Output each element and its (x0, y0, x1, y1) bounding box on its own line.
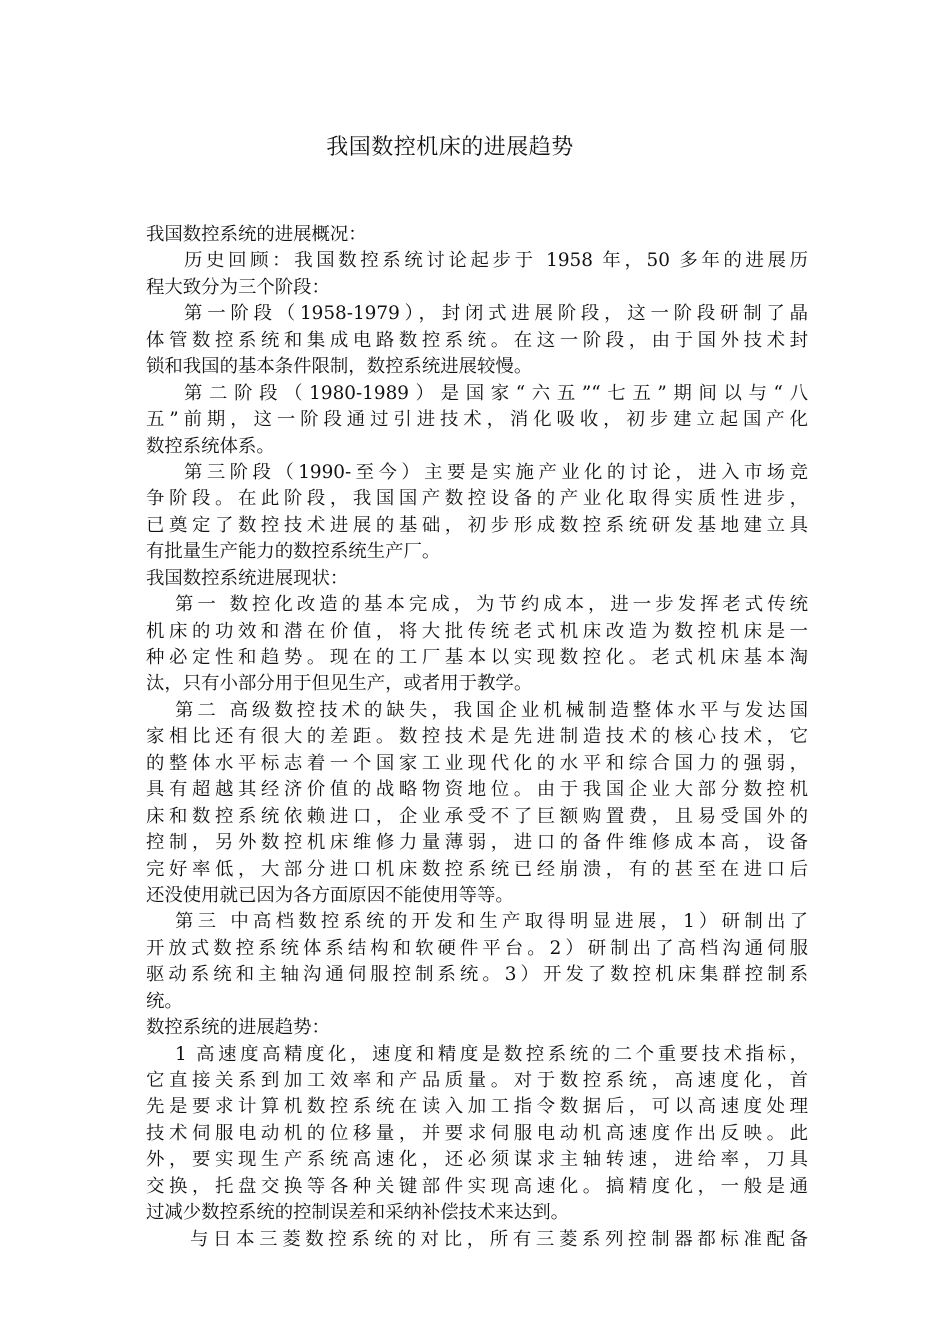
text-line: 统。 (146, 990, 183, 1012)
text-line: 已奠定了数控技术进展的基础，初步形成数控系统研发基地建立具 (146, 514, 808, 536)
text-line: 汰，只有小部分用于但见生产，或者用于教学。 (146, 673, 533, 695)
text-line: 数控系统体系。 (146, 435, 275, 457)
text-line: 体管数控系统和集成电路数控系统。在这一阶段，由于国外技术封 (146, 329, 808, 351)
text-line: 交换，托盘交换等各种关键部件实现高速化。搞精度化，一般是通 (146, 1175, 808, 1197)
text-line: 第二阶段（1980-1989）是国家“六五”“七五”期间以与“八 (184, 382, 808, 404)
text-line: 争阶段。在此阶段，我国国产数控设备的产业化取得实质性进步， (146, 488, 808, 510)
text-line: 完好率低，大部分进口机床数控系统已经崩溃，有的甚至在进口后 (146, 858, 808, 880)
text-line: 五”前期，这一阶段通过引进技术，消化吸收，初步建立起国产化 (146, 409, 808, 431)
text-line: 与日本三菱数控系统的对比，所有三菱系列控制器都标准配备 (190, 1228, 808, 1250)
text-line: 1 高速度高精度化，速度和精度是数控系统的二个重要技术指标， (175, 1043, 808, 1065)
text-line: 第一 数控化改造的基本完成，为节约成本，进一步发挥老式传统 (175, 594, 808, 616)
text-line: 的整体水平标志着一个国家工业现代化的水平和综合国力的强弱， (146, 752, 808, 774)
text-line: 有批量生产能力的数控系统生产厂。 (146, 541, 441, 563)
text-line: 控制，另外数控机床维修力量薄弱，进口的备件维修成本高，设备 (146, 832, 808, 854)
text-line: 技术伺服电动机的位移量，并要求伺服电动机高速度作出反映。此 (146, 1122, 808, 1144)
text-line: 第一阶段（1958-1979），封闭式进展阶段，这一阶段研制了晶 (184, 303, 808, 325)
text-line: 它直接关系到加工效率和产品质量。对于数控系统，高速度化，首 (146, 1070, 808, 1091)
text-line: 外，要实现生产系统高速化，还必须谋求主轴转速，进给率，刀具 (146, 1149, 808, 1171)
text-line: 第三阶段（1990-至今）主要是实施产业化的讨论，进入市场竞 (184, 461, 808, 483)
text-line: 还没使用就已因为各方面原因不能使用等等。 (146, 884, 514, 906)
text-line: 第三 中高档数控系统的开发和生产取得明显进展，1）研制出了 (175, 911, 808, 933)
text-line: 我国数控系统进展现状： (146, 567, 349, 589)
text-line: 种必定性和趋势。现在的工厂基本以实现数控化。老式机床基本淘 (146, 647, 808, 668)
text-line: 具有超越其经济价值的战略物资地位。由于我国企业大部分数控机 (146, 779, 808, 801)
text-line: 过减少数控系统的控制误差和采纳补偿技术来达到。 (146, 1202, 569, 1224)
text-line: 开放式数控系统体系结构和软硬件平台。2）研制出了高档沟通伺服 (146, 937, 808, 959)
text-line: 先是要求计算机数控系统在读入加工指令数据后，可以高速度处理 (146, 1096, 808, 1118)
text-line: 驱动系统和主轴沟通伺服控制系统。3）开发了数控机床集群控制系 (146, 964, 808, 986)
text-line: 数控系统的进展趋势： (146, 1017, 330, 1039)
text-line: 历史回顾：我国数控系统讨论起步于 1958 年，50 多年的进展历 (184, 250, 808, 272)
text-line: 家相比还有很大的差距。数控技术是先进制造技术的核心技术，它 (146, 726, 808, 748)
text-line: 我国数控系统的进展概况： (146, 224, 367, 245)
text-line: 第二 高级数控技术的缺失，我国企业机械制造整体水平与发达国 (175, 699, 808, 721)
text-line: 机床的功效和潜在价值，将大批传统老式机床改造为数控机床是一 (146, 620, 808, 642)
document-title: 我国数控机床的进展趋势 (326, 135, 574, 160)
text-line: 程大致分为三个阶段： (146, 276, 330, 298)
document-body (146, 222, 808, 1253)
text-line: 床和数控系统依赖进口，企业承受不了巨额购置费，且易受国外的 (146, 805, 808, 827)
text-line: 锁和我国的基本条件限制，数控系统进展较慢。 (146, 356, 533, 378)
